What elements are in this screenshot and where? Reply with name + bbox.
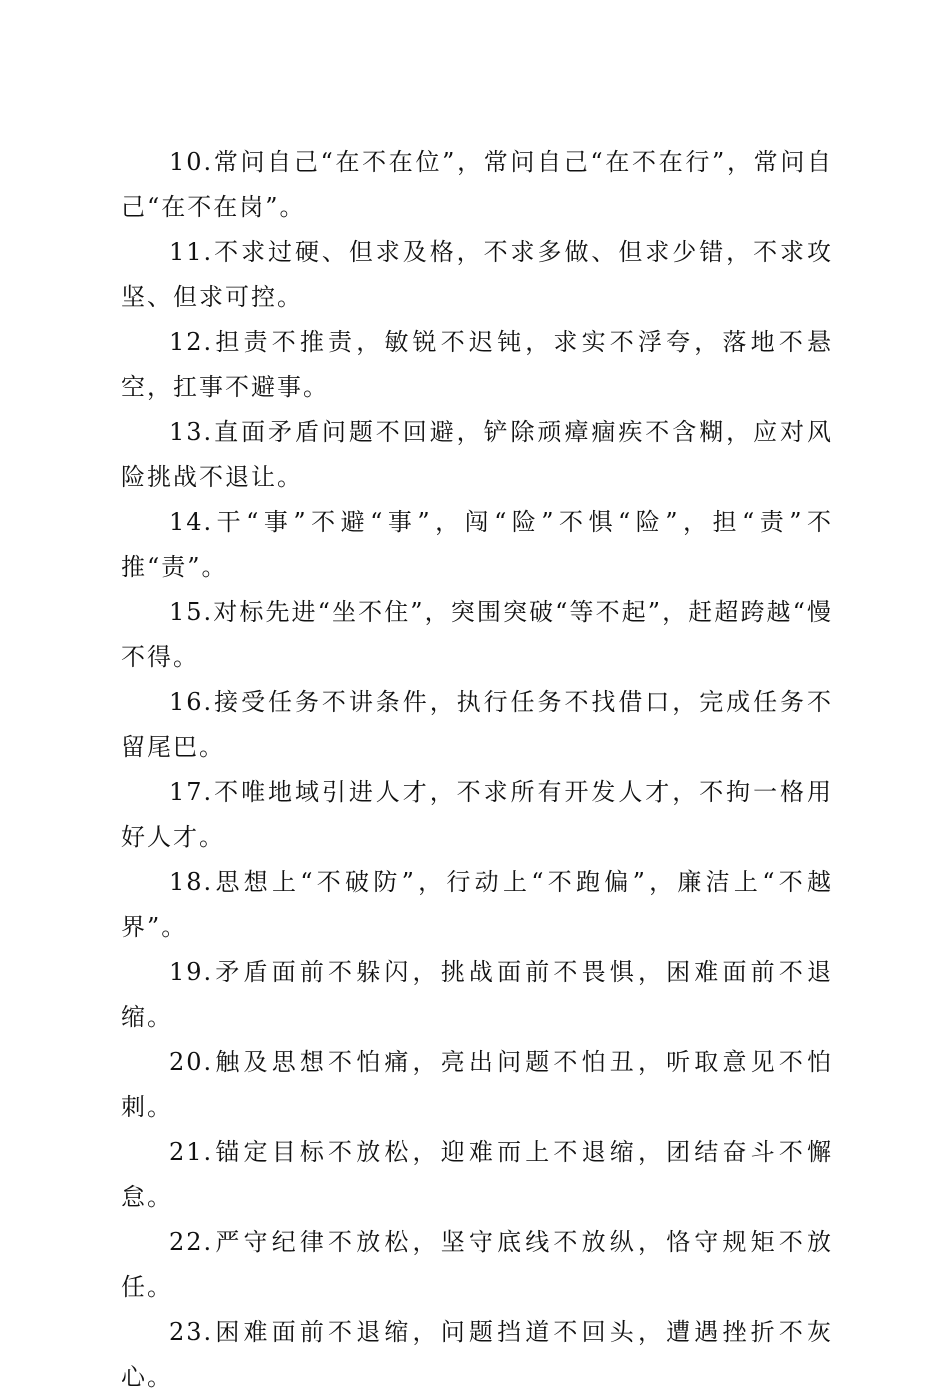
list-item-10: 10.常问自己“在不在位”，常问自己“在不在行”，常问自己“在不在岗”。	[121, 148, 833, 221]
list-item-15: 15.对标先进“坐不住”，突围突破“等不起”，赶超跨越“慢不得。	[121, 598, 833, 671]
list-item-18: 18.思想上“不破防”，行动上“不跑偏”，廉洁上“不越界”。	[121, 868, 833, 941]
document-body	[121, 140, 833, 1400]
list-item-21: 21.锚定目标不放松，迎难而上不退缩，团结奋斗不懈怠。	[121, 1138, 833, 1211]
list-item-19: 19.矛盾面前不躲闪，挑战面前不畏惧，困难面前不退缩。	[121, 958, 833, 1031]
list-item-12: 12.担责不推责，敏锐不迟钝，求实不浮夸，落地不悬空，扛事不避事。	[121, 328, 833, 401]
list-item-14: 14.干“事”不避“事”，闯“险”不惧“险”，担“责”不推“责”。	[121, 508, 833, 581]
list-item-20: 20.触及思想不怕痛，亮出问题不怕丑，听取意见不怕刺。	[121, 1048, 833, 1121]
list-item-23: 23.困难面前不退缩，问题挡道不回头，遭遇挫折不灰心。	[121, 1318, 833, 1391]
list-item-22: 22.严守纪律不放松，坚守底线不放纵，恪守规矩不放任。	[121, 1228, 833, 1301]
list-item-11: 11.不求过硬、但求及格，不求多做、但求少错，不求攻坚、但求可控。	[121, 238, 833, 311]
list-item-16: 16.接受任务不讲条件，执行任务不找借口，完成任务不留尾巴。	[121, 688, 833, 761]
list-item-13: 13.直面矛盾问题不回避，铲除顽瘴痼疾不含糊，应对风险挑战不退让。	[121, 418, 833, 491]
list-item-17: 17.不唯地域引进人才，不求所有开发人才，不拘一格用好人才。	[121, 778, 833, 851]
